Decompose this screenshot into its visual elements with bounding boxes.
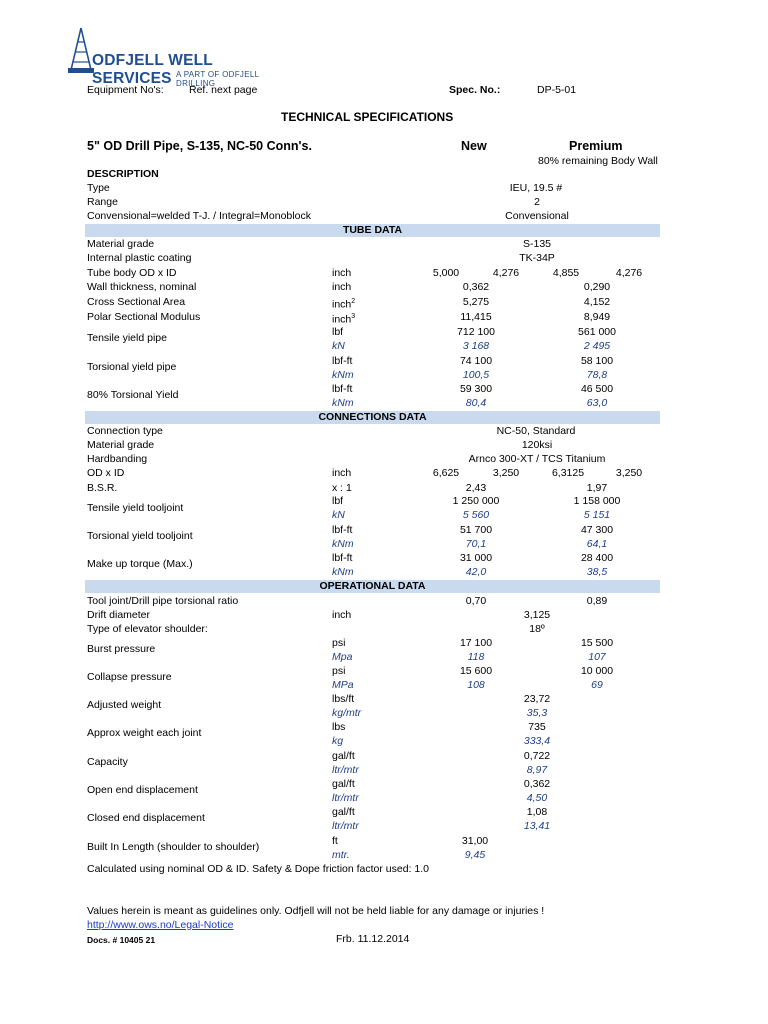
section-band-connections: [85, 411, 660, 424]
value-premium: 0,290: [583, 281, 611, 293]
table-row: [0, 466, 768, 480]
value-premium-metric: 63,0: [586, 397, 608, 409]
row-unit-metric: kNm: [332, 369, 354, 381]
product-name: 5" OD Drill Pipe, S-135, NC-50 Conn's.: [87, 139, 312, 153]
value-premium: 561 000: [578, 326, 616, 338]
row-unit: lbs: [332, 721, 346, 733]
row-value-metric: 35,3: [526, 707, 548, 719]
table-row: [0, 339, 768, 353]
value-premium: 10 000: [580, 665, 614, 677]
row-value: Arnco 300-XT / TCS Titanium: [468, 453, 606, 465]
table-row: [0, 848, 768, 862]
table-row: [0, 481, 768, 495]
row-label: Drift diameter: [87, 609, 151, 621]
equipment-label: Equipment No's:: [87, 84, 164, 96]
row-label: Collapse pressure: [87, 671, 172, 683]
row-label: 80% Torsional Yield: [87, 389, 179, 401]
row-value: TK-34P: [519, 252, 555, 264]
equipment-value: Ref. next page: [189, 84, 258, 96]
row-label: B.S.R.: [87, 482, 118, 494]
value-premium-id: 4,276: [615, 267, 643, 279]
table-row: [0, 734, 768, 748]
value-new: 0,362: [462, 281, 490, 293]
table-row: [0, 266, 768, 280]
company-logo: [66, 26, 296, 88]
row-unit: lbf-ft: [332, 552, 353, 564]
table-row: [0, 310, 768, 324]
row-value: IEU, 19.5 #: [509, 182, 563, 194]
table-row: [0, 537, 768, 551]
value-new: 51 700: [459, 524, 493, 536]
row-label: Range: [87, 196, 118, 208]
row-label: Tensile yield tooljoint: [87, 502, 184, 514]
row-value: 0,362: [523, 778, 551, 790]
value-premium-metric: 69: [591, 679, 603, 691]
company-name: ODFJELL WELL SERVICES: [92, 52, 213, 87]
value-premium-metric: 5 151: [583, 509, 611, 521]
row-unit: x : 1: [332, 482, 352, 494]
row-unit-metric: kg: [332, 735, 344, 747]
value-new: 74 100: [459, 355, 493, 367]
row-unit: gal/ft: [332, 806, 355, 818]
value-premium: 47 300: [580, 524, 614, 536]
row-unit: gal/ft: [332, 750, 355, 762]
value-new-metric: 118: [467, 651, 485, 663]
row-unit: lbf: [332, 326, 344, 338]
value-new-metric: 108: [467, 679, 485, 691]
value-new: 712 100: [457, 326, 495, 338]
row-unit-metric: kg/mtr: [332, 707, 362, 719]
row-label: Make up torque (Max.): [87, 558, 193, 570]
row-unit-metric: kNm: [332, 566, 354, 578]
table-row: [0, 508, 768, 522]
value-new-metric: 42,0: [465, 566, 487, 578]
row-label: Internal plastic coating: [87, 252, 192, 264]
section-band-operational: [85, 580, 660, 593]
row-unit-metric: mtr.: [332, 849, 350, 861]
row-label: Type of elevator shoulder:: [87, 623, 208, 635]
table-row: [0, 251, 768, 265]
value-new-metric: 80,4: [465, 397, 487, 409]
value-new: 31 000: [459, 552, 493, 564]
row-label: Tool joint/Drill pipe torsional ratio: [87, 595, 239, 607]
row-unit-metric: ltr/mtr: [332, 792, 359, 804]
value-new: 0,70: [465, 595, 487, 607]
row-unit-metric: kN: [332, 509, 345, 521]
description-heading-row: [0, 167, 768, 181]
table-row: [0, 438, 768, 452]
value-premium-metric: 107: [588, 651, 606, 663]
table-row: [0, 650, 768, 664]
table-row: [0, 706, 768, 720]
row-unit-metric: ltr/mtr: [332, 820, 359, 832]
row-value-metric: 9,45: [464, 849, 486, 861]
row-unit-metric: MPa: [332, 679, 354, 691]
row-unit: inch$^3$: [332, 313, 356, 326]
value-premium: 58 100: [580, 355, 614, 367]
value-new: 15 600: [459, 665, 493, 677]
section-heading: TUBE DATA: [342, 224, 403, 236]
row-label: Closed end displacement: [87, 812, 205, 824]
row-value-metric: 333,4: [523, 735, 551, 747]
value-new: 59 300: [459, 383, 493, 395]
row-label: Torsional yield tooljoint: [87, 530, 193, 542]
section-heading: CONNECTIONS DATA: [318, 411, 427, 423]
value-new: 11,415: [460, 311, 492, 323]
row-label: Material grade: [87, 238, 155, 250]
section-band-tube: [85, 224, 660, 237]
legal-notice-link[interactable]: http://www.ows.no/Legal-Notice: [87, 919, 234, 931]
value-premium-metric: 64,1: [586, 538, 608, 550]
table-row: [0, 424, 768, 438]
row-unit: psi: [332, 665, 346, 677]
table-row: [0, 763, 768, 777]
row-value: 3,125: [523, 609, 551, 621]
value-premium: 8,949: [583, 311, 611, 323]
row-unit: lbf-ft: [332, 383, 353, 395]
row-label: Torsional yield pipe: [87, 361, 177, 373]
row-label: Polar Sectional Modulus: [87, 311, 201, 323]
row-label: OD x ID: [87, 467, 125, 479]
row-label: Type: [87, 182, 110, 194]
row-label: Approx weight each joint: [87, 727, 202, 739]
row-unit-metric: Mpa: [332, 651, 353, 663]
value-premium: 1,97: [586, 482, 608, 494]
row-value: Convensional: [505, 210, 569, 222]
row-value: 120ksi: [521, 439, 553, 451]
value-new-od: 5,000: [432, 267, 460, 279]
row-unit: lbf-ft: [332, 355, 353, 367]
row-value: 31,00: [461, 835, 489, 847]
value-new-metric: 100,5: [462, 369, 490, 381]
table-row: [0, 396, 768, 410]
premium-note: 80% remaining Body Wall: [538, 155, 658, 167]
row-label: Burst pressure: [87, 643, 156, 655]
row-label: Tube body OD x ID: [87, 267, 177, 279]
derrick-icon: [68, 26, 94, 74]
row-unit-metric: ltr/mtr: [332, 764, 359, 776]
value-premium: 1 158 000: [573, 495, 621, 507]
value-premium: 46 500: [580, 383, 614, 395]
value-premium: 4,152: [583, 296, 611, 308]
table-row: [0, 862, 768, 876]
value-new: 2,43: [465, 482, 487, 494]
col-new-header: New: [461, 139, 487, 153]
value-premium-metric: 78,8: [586, 369, 608, 381]
row-unit: lbf-ft: [332, 524, 353, 536]
row-unit-metric: kNm: [332, 397, 354, 409]
value-new-metric: 70,1: [465, 538, 487, 550]
document-date: Frb. 11.12.2014: [336, 933, 410, 945]
row-label: Tensile yield pipe: [87, 332, 167, 344]
row-unit-metric: kNm: [332, 538, 354, 550]
row-unit-metric: kN: [332, 340, 345, 352]
row-label: Hardbanding: [87, 453, 148, 465]
row-unit: psi: [332, 637, 346, 649]
row-value-metric: 8,97: [526, 764, 548, 776]
table-row: [0, 594, 768, 608]
table-row: [0, 819, 768, 833]
row-unit: ft: [332, 835, 338, 847]
col-premium-header: Premium: [569, 139, 623, 153]
row-unit: inch: [332, 267, 352, 279]
table-row: [0, 237, 768, 251]
value-premium: 15 500: [580, 637, 614, 649]
row-unit: gal/ft: [332, 778, 355, 790]
table-row: [0, 622, 768, 636]
value-premium-metric: 2 495: [583, 340, 611, 352]
row-unit: inch: [332, 609, 352, 621]
row-label: Material grade: [87, 439, 155, 451]
row-label: Cross Sectional Area: [87, 296, 186, 308]
value-new-id: 3,250: [492, 467, 520, 479]
row-value: NC-50, Standard: [496, 425, 576, 437]
row-value: 0,722: [523, 750, 551, 762]
table-row: [0, 452, 768, 466]
row-value: 18º: [529, 623, 545, 635]
table-row: [0, 280, 768, 294]
value-new: 5,275: [462, 296, 490, 308]
value-premium: 28 400: [580, 552, 614, 564]
row-unit: lbs/ft: [332, 693, 355, 705]
row-unit: inch$^2$: [332, 298, 356, 311]
table-row: [0, 368, 768, 382]
value-new: 1 250 000: [452, 495, 500, 507]
spec-label: Spec. No.:: [449, 84, 501, 96]
value-premium-id: 3,250: [615, 467, 643, 479]
row-label: Wall thickness, nominal: [87, 281, 197, 293]
value-premium-od: 4,855: [552, 267, 580, 279]
description-heading: DESCRIPTION: [87, 168, 159, 180]
row-label: Convensional=welded T-J. / Integral=Monoblock: [87, 210, 311, 222]
value-premium-od: 6,3125: [551, 467, 585, 479]
docs-number: Docs. # 10405 21: [87, 935, 156, 945]
table-row: [0, 181, 768, 195]
row-unit: inch: [332, 467, 352, 479]
value-premium: 0,89: [586, 595, 608, 607]
table-row: [0, 209, 768, 223]
row-value-metric: 4,50: [526, 792, 548, 804]
row-value: 1,08: [526, 806, 548, 818]
row-value: 2: [534, 196, 540, 208]
value-new-metric: 5 560: [462, 509, 490, 521]
table-row: [0, 608, 768, 622]
company-subtitle: A PART OF ODFJELL DRILLING: [176, 70, 260, 88]
table-row: [0, 565, 768, 579]
row-unit: lbf: [332, 495, 344, 507]
value-new-od: 6,625: [432, 467, 460, 479]
row-value-metric: 13,41: [523, 820, 551, 832]
value-premium-metric: 38,5: [586, 566, 608, 578]
row-unit: inch: [332, 281, 352, 293]
value-new-metric: 3 168: [462, 340, 490, 352]
value-new-id: 4,276: [492, 267, 520, 279]
section-heading: OPERATIONAL DATA: [319, 580, 426, 592]
row-label: Capacity: [87, 756, 128, 768]
table-row: [0, 295, 768, 309]
table-row: [0, 678, 768, 692]
row-label: Built In Length (shoulder to shoulder): [87, 841, 260, 853]
disclaimer: Values herein is meant as guidelines only. Odfjell will not be held liable for any damage or injuries !: [87, 905, 545, 917]
value-new: 17 100: [459, 637, 493, 649]
table-row: [0, 195, 768, 209]
spec-value: DP-5-01: [537, 84, 577, 96]
row-label: Adjusted weight: [87, 699, 162, 711]
table-row: [0, 791, 768, 805]
row-label: Connection type: [87, 425, 163, 437]
row-value: 23,72: [523, 693, 551, 705]
row-label: Open end displacement: [87, 784, 198, 796]
page-title: TECHNICAL SPECIFICATIONS: [281, 110, 454, 124]
row-value: 735: [528, 721, 546, 733]
row-value: S-135: [522, 238, 552, 250]
calc-note: Calculated using nominal OD & ID. Safety & Dope friction factor used: 1.0: [87, 863, 430, 875]
